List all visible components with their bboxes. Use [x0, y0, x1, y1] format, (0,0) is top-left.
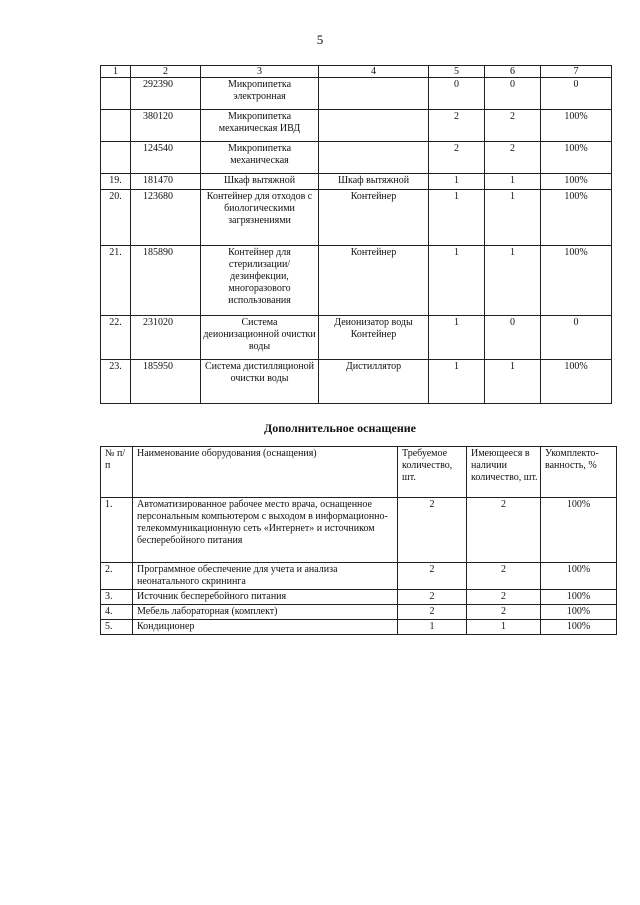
row-name: Программное обеспечение для учета и анализа неонатального скрининга [133, 563, 398, 590]
column-header-number: № п/п [101, 447, 133, 498]
row-available: 2 [485, 142, 541, 174]
row-analog: Шкаф вытяжной [319, 174, 429, 190]
row-code: 380120 [131, 110, 201, 142]
row-required: 2 [398, 605, 467, 620]
table-row [101, 360, 612, 404]
row-available: 1 [485, 190, 541, 246]
equipment-table [100, 65, 612, 404]
row-analog [319, 110, 429, 142]
row-name: Мебель лабораторная (комплект) [133, 605, 398, 620]
row-code: 231020 [131, 316, 201, 360]
row-code: 123680 [131, 190, 201, 246]
table-row [101, 498, 617, 563]
row-code: 185950 [131, 360, 201, 404]
row-required: 1 [429, 246, 485, 316]
row-name: Контейнер для стерилизации/ дезинфекции, многоразового использования [201, 246, 319, 316]
row-required: 2 [429, 110, 485, 142]
row-name: Система деионизационной очистки воды [201, 316, 319, 360]
row-code: 292390 [131, 78, 201, 110]
column-header-name: Наименование оборудования (оснащения) [133, 447, 398, 498]
row-code: 124540 [131, 142, 201, 174]
table-row [101, 190, 612, 246]
row-required: 1 [398, 620, 467, 635]
row-number [101, 142, 131, 174]
row-available: 1 [485, 174, 541, 190]
row-number: 19. [101, 174, 131, 190]
table-row [101, 316, 612, 360]
table-header-row [101, 66, 612, 78]
row-available: 2 [485, 110, 541, 142]
row-number: 4. [101, 605, 133, 620]
additional-equipment-table [100, 446, 617, 635]
table-row [101, 563, 617, 590]
row-completeness: 100% [541, 246, 612, 316]
row-available: 2 [467, 498, 541, 563]
column-header: 2 [131, 66, 201, 78]
row-available: 0 [485, 78, 541, 110]
row-name: Микропипетка механическая [201, 142, 319, 174]
table-row [101, 605, 617, 620]
row-number [101, 110, 131, 142]
row-name: Шкаф вытяжной [201, 174, 319, 190]
row-completeness: 100% [541, 605, 617, 620]
row-completeness: 0 [541, 78, 612, 110]
row-number: 1. [101, 498, 133, 563]
row-code: 181470 [131, 174, 201, 190]
column-header-available: Имеющееся в наличии количество, шт. [467, 447, 541, 498]
row-completeness: 100% [541, 563, 617, 590]
row-name: Автоматизированное рабочее место врача, оснащенное персональным компьютером с выходом в информационно-телекоммуникационную сеть «Интернет» и источником бесперебойного питания [133, 498, 398, 563]
column-header: 3 [201, 66, 319, 78]
column-header: 4 [319, 66, 429, 78]
row-number: 22. [101, 316, 131, 360]
row-number [101, 78, 131, 110]
row-number: 23. [101, 360, 131, 404]
row-completeness: 100% [541, 190, 612, 246]
row-name: Кондиционер [133, 620, 398, 635]
row-required: 2 [398, 590, 467, 605]
row-completeness: 100% [541, 498, 617, 563]
column-header-completeness: Укомплекто-ванность, % [541, 447, 617, 498]
column-header-required: Требуемое количество, шт. [398, 447, 467, 498]
row-completeness: 100% [541, 110, 612, 142]
row-available: 2 [467, 563, 541, 590]
table-row [101, 142, 612, 174]
page-number: 5 [316, 32, 324, 47]
row-completeness: 100% [541, 174, 612, 190]
row-number: 21. [101, 246, 131, 316]
table-row [101, 590, 617, 605]
row-available: 1 [485, 246, 541, 316]
row-name: Микропипетка электронная [201, 78, 319, 110]
section-title: Дополнительное оснащение [264, 421, 416, 435]
row-available: 2 [467, 605, 541, 620]
row-available: 0 [485, 316, 541, 360]
column-header: 7 [541, 66, 612, 78]
row-required: 1 [429, 190, 485, 246]
table-header-row [101, 447, 617, 498]
row-number: 20. [101, 190, 131, 246]
row-required: 0 [429, 78, 485, 110]
row-name: Контейнер для отходов с биологическими загрязнениями [201, 190, 319, 246]
table-row [101, 78, 612, 110]
row-name: Источник бесперебойного питания [133, 590, 398, 605]
row-available: 2 [467, 590, 541, 605]
row-completeness: 0 [541, 316, 612, 360]
column-header: 5 [429, 66, 485, 78]
row-required: 1 [429, 360, 485, 404]
row-available: 1 [485, 360, 541, 404]
row-required: 2 [429, 142, 485, 174]
row-required: 1 [429, 174, 485, 190]
row-completeness: 100% [541, 360, 612, 404]
column-header: 1 [101, 66, 131, 78]
row-completeness: 100% [541, 590, 617, 605]
row-required: 2 [398, 563, 467, 590]
table-row [101, 174, 612, 190]
table-row [101, 620, 617, 635]
row-required: 2 [398, 498, 467, 563]
row-analog: Дистиллятор [319, 360, 429, 404]
row-available: 1 [467, 620, 541, 635]
row-number: 2. [101, 563, 133, 590]
row-analog: Контейнер [319, 246, 429, 316]
table-row [101, 246, 612, 316]
row-completeness: 100% [541, 620, 617, 635]
row-code: 185890 [131, 246, 201, 316]
row-analog: Контейнер [319, 190, 429, 246]
row-analog: Деионизатор воды Контейнер [319, 316, 429, 360]
row-completeness: 100% [541, 142, 612, 174]
row-name: Система дистилляционой очистки воды [201, 360, 319, 404]
row-number: 5. [101, 620, 133, 635]
table-row [101, 110, 612, 142]
row-analog [319, 142, 429, 174]
row-number: 3. [101, 590, 133, 605]
row-analog [319, 78, 429, 110]
row-required: 1 [429, 316, 485, 360]
row-name: Микропипетка механическая ИВД [201, 110, 319, 142]
column-header: 6 [485, 66, 541, 78]
